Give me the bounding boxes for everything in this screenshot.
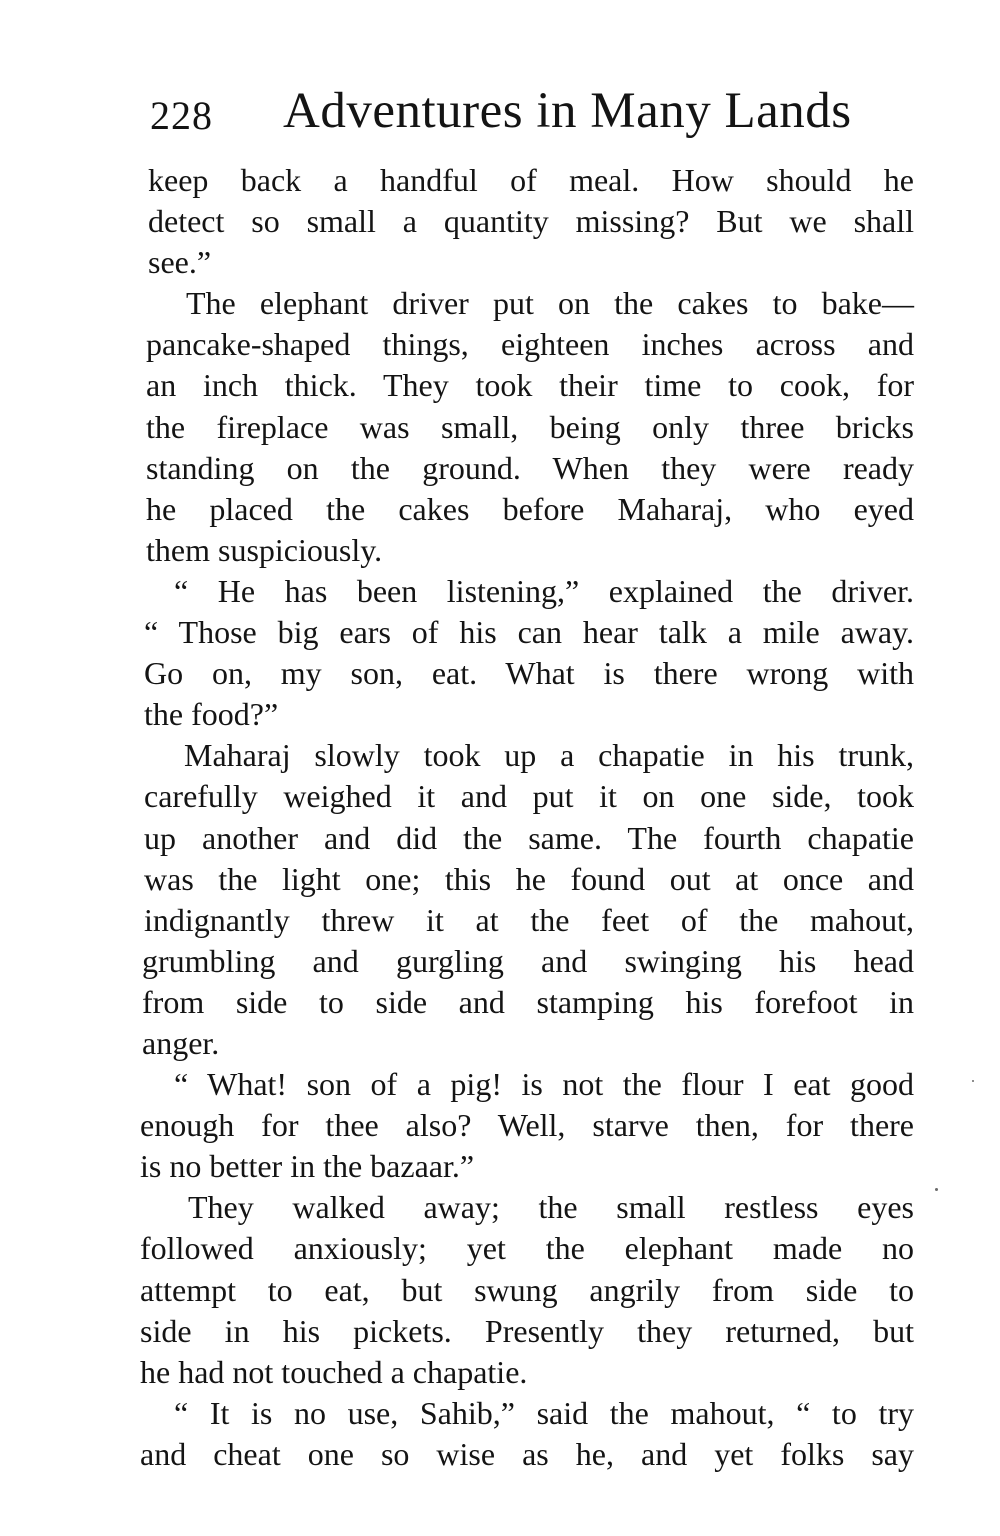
text-line: keep back a handful of meal. How should he xyxy=(148,162,914,198)
text-line: up another and did the same. The fourth chapatie xyxy=(144,819,914,856)
text-line: the fireplace was small, being only three bricks xyxy=(146,408,914,445)
text-line: and cheat one so wise as he, and yet folks say xyxy=(140,1435,914,1472)
text-line: the food?” xyxy=(144,696,279,733)
text-line: detect so small a quantity missing? But we shall xyxy=(148,203,914,240)
text-line: carefully weighed it and put it on one side, took xyxy=(144,778,914,815)
text-line: from side to side and stamping his forefoot in xyxy=(142,983,914,1020)
text-line: he had not touched a chapatie. xyxy=(140,1353,528,1390)
running-title: Adventures in Many Lands xyxy=(283,83,852,139)
text-line: Maharaj slowly took up a chapatie in his trunk, xyxy=(184,737,914,774)
text-line: “ What! son of a pig! is not the flour I eat good xyxy=(174,1066,914,1103)
text-line: The elephant driver put on the cakes to bake— xyxy=(186,285,914,322)
text-line: them suspiciously. xyxy=(146,531,383,568)
text-line: enough for thee also? Well, starve then, for there xyxy=(140,1107,914,1144)
text-line: standing on the ground. When they were ready xyxy=(146,449,914,486)
running-header xyxy=(150,82,910,148)
page-number: 228 xyxy=(150,93,213,138)
text-line: see.” xyxy=(148,244,212,281)
text-line: an inch thick. They took their time to cook, for xyxy=(146,367,914,404)
text-line: he placed the cakes before Maharaj, who eyed xyxy=(146,490,914,527)
text-line: “ It is no use, Sahib,” said the mahout, “ to try xyxy=(174,1394,914,1431)
text-line: followed anxiously; yet the elephant made no xyxy=(140,1230,914,1267)
text-line: grumbling and gurgling and swinging his head xyxy=(142,942,914,979)
text-line: pancake-shaped things, eighteen inches across and xyxy=(146,326,914,363)
text-line: Go on, my son, eat. What is there wrong with xyxy=(144,655,914,692)
print-speck xyxy=(972,1080,974,1082)
text-line: was the light one; this he found out at once and xyxy=(144,860,914,897)
body-text xyxy=(140,160,914,1475)
text-line: attempt to eat, but swung angrily from side to xyxy=(140,1271,914,1308)
text-line: They walked away; the small restless eyes xyxy=(188,1189,914,1226)
print-speck xyxy=(935,1188,938,1191)
text-line: “ Those big ears of his can hear talk a mile away. xyxy=(144,614,914,651)
text-line: anger. xyxy=(142,1024,220,1061)
text-line: is no better in the bazaar.” xyxy=(140,1148,475,1185)
text-line: indignantly threw it at the feet of the mahout, xyxy=(144,901,914,938)
text-line: side in his pickets. Presently they returned, but xyxy=(140,1312,914,1349)
text-line: “ He has been listening,” explained the driver. xyxy=(174,572,914,609)
